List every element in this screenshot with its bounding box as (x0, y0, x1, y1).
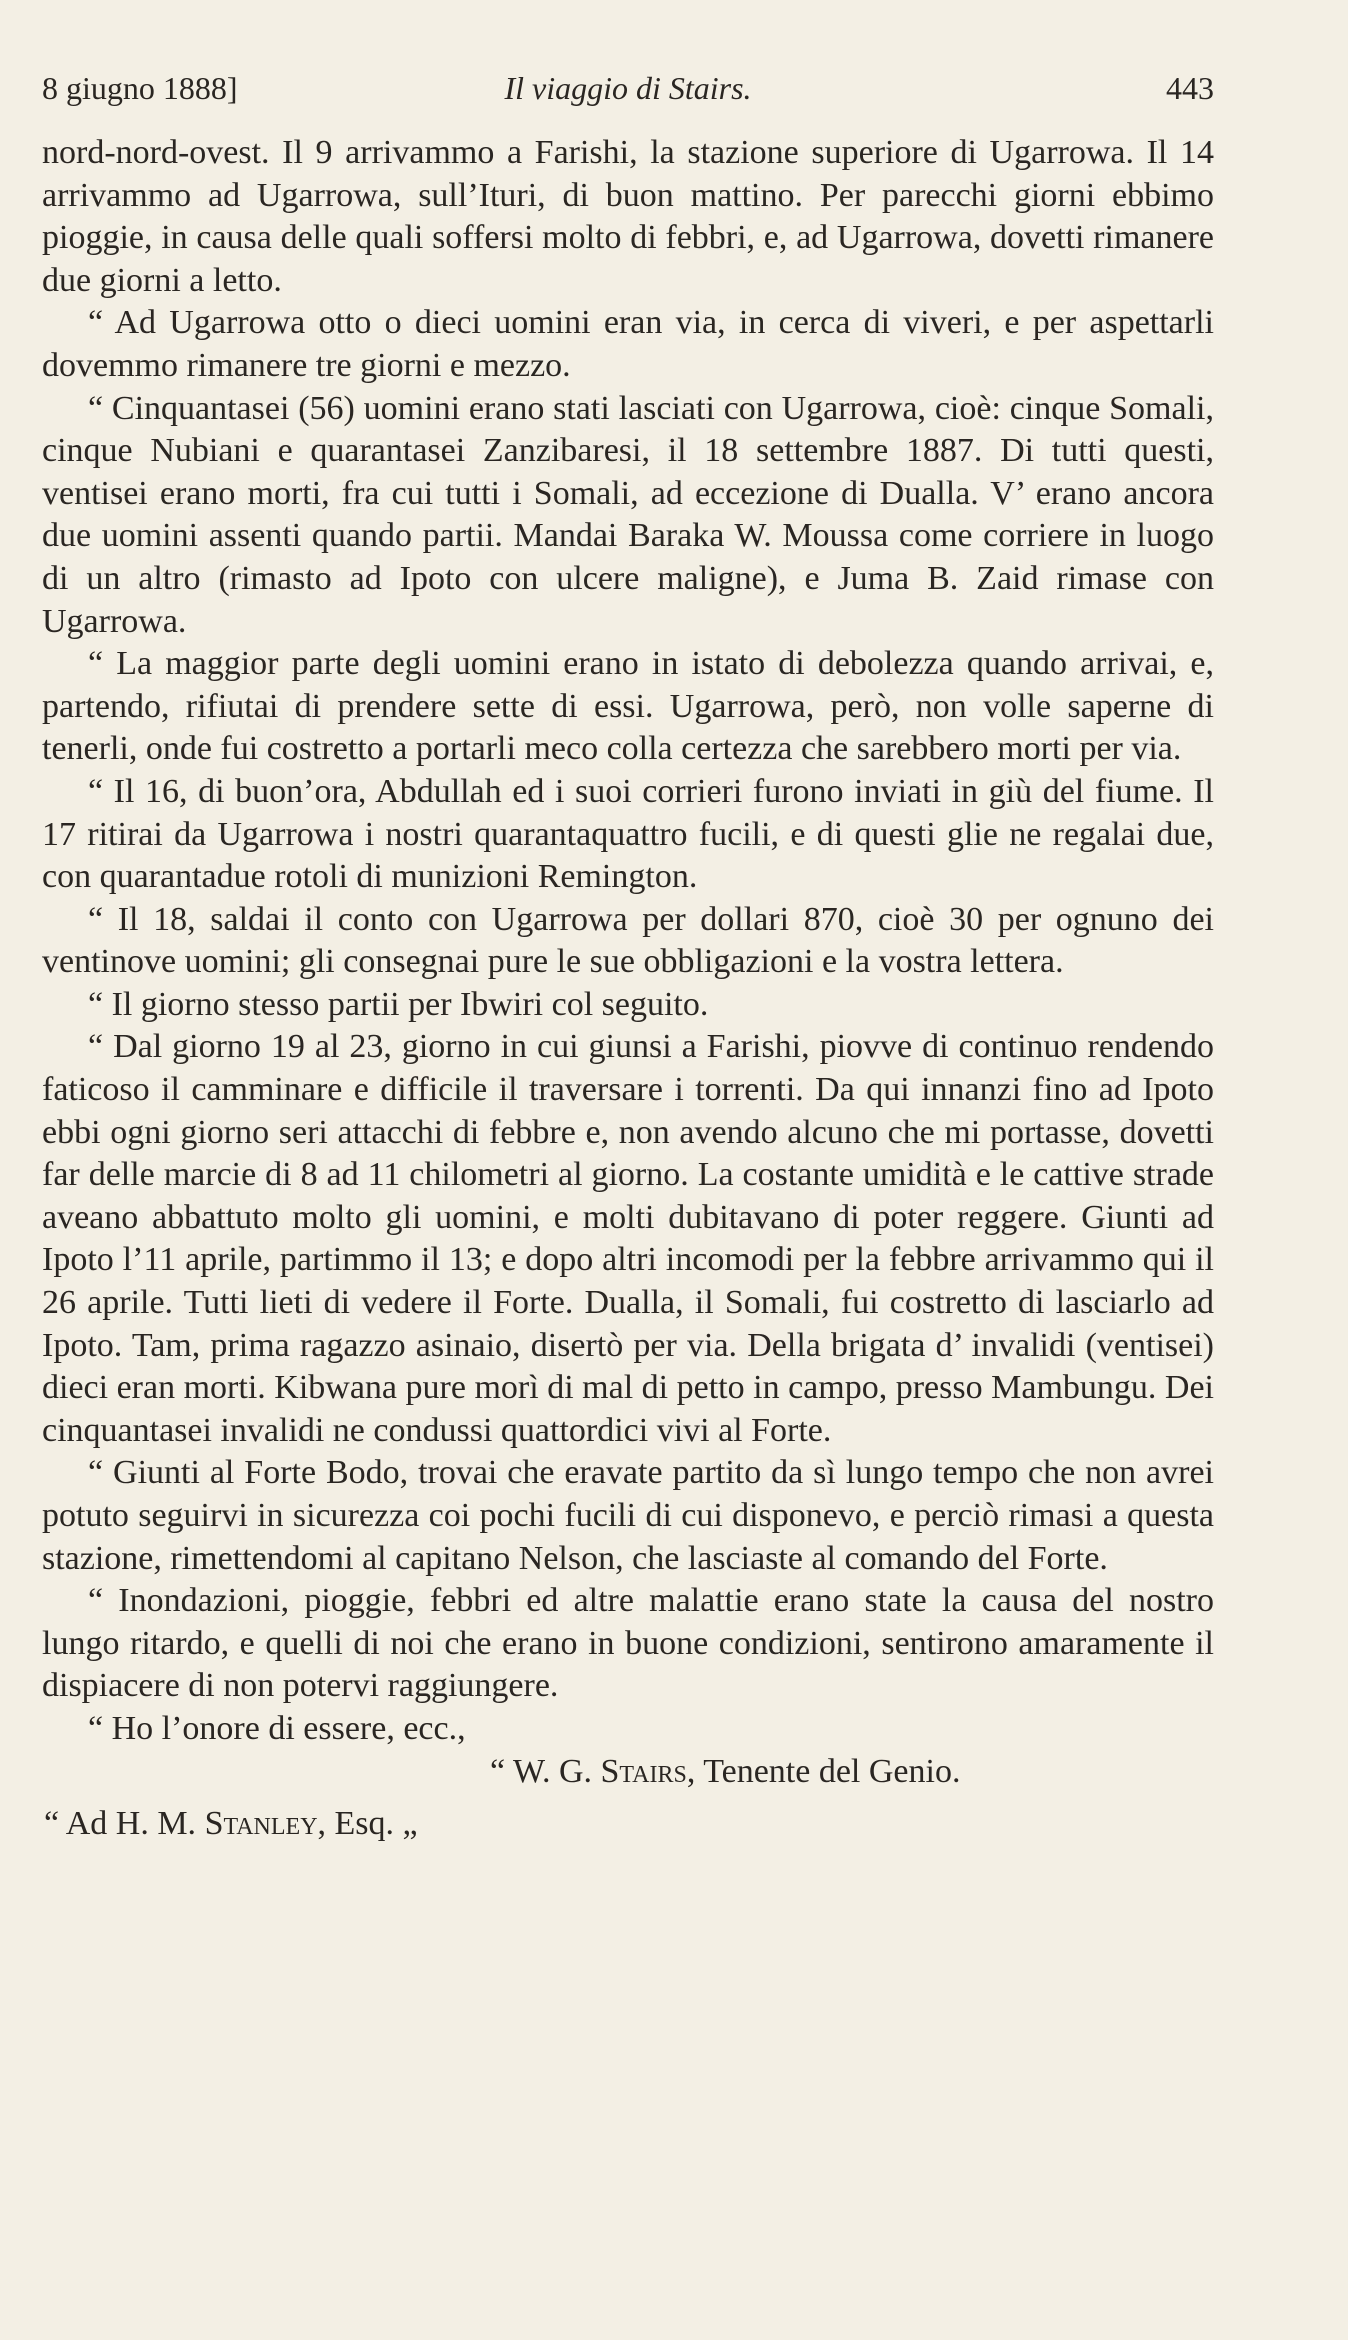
addressee-suffix: , Esq. „ (317, 1805, 418, 1843)
running-head-title: Il viaggio di Stairs. (504, 70, 752, 106)
running-head-date: 8 giugno 1888] (42, 70, 238, 106)
book-page (42, 62, 1214, 1846)
addressee-prefix: “ Ad H. M. (44, 1805, 205, 1843)
paragraph: “ Il giorno stesso partii per Ibwiri col seguito. (88, 985, 709, 1023)
running-head (42, 62, 1214, 114)
letter-addressee (42, 1803, 1214, 1846)
paragraph: nord-nord-ovest. Il 9 arrivammo a Farishi, la stazione superiore di Ugarrowa. Il 14 arrivammo ad Ugarrowa, sull’Ituri, di buon mattino. Per parecchi giorni ebbimo pioggie, in causa delle quali soffersi molto di febbri, e, ad Ugarrowa, dovetti rimanere due giorni a letto. (42, 134, 1214, 299)
paragraph: “ Dal giorno 19 al 23, giorno in cui giunsi a Farishi, piovve di continuo rendendo faticoso il camminare e difficile il traversare i torrenti. Da qui innanzi fino ad Ipoto ebbi ogni giorno seri attacchi di febbre e, non avendo alcuno che mi portasse, dovetti far delle marcie di 8 ad 11 chilometri al giorno. La costante umidità e le cattive strade aveano abbattuto molto gli uomini, e molti dubitavano di poter reggere. Giunti ad Ipoto l’11 aprile, partimmo il 13; e dopo altri incomodi per la febbre arrivammo qui il 26 aprile. Tutti lieti di vedere il Forte. Dualla, il Somali, fui costretto di lasciarlo ad Ipoto. Tam, prima ragazzo asinaio, disertò per via. Della brigata d’ invalidi (ventisei) dieci eran morti. Kibwana pure morì di mal di petto in campo, presso Mambungu. Dei cinquantasei invalidi ne condussi quattordici vivi al Forte. (42, 1028, 1214, 1449)
paragraph: “ La maggior parte degli uomini erano in istato di debolezza quando arrivai, e, partendo, rifiutai di prendere sette di essi. Ugarrowa, però, non volle saperne di tenerli, onde fui costretto a portarli meco colla certezza che sarebbero morti per via. (42, 645, 1214, 768)
paragraph: “ Ho l’onore di essere, ecc., (88, 1709, 466, 1747)
paragraph: “ Giunti al Forte Bodo, trovai che eravate partito da sì lungo tempo che non avrei potuto seguirvi in sicurezza coi pochi fucili di cui disponevo, e perciò rimasi a questa stazione, rimettendomi al capitano Nelson, che lasciaste al comando del Forte. (42, 1454, 1214, 1577)
signature-suffix: , Tenente del Genio. (686, 1752, 961, 1790)
paragraph: “ Cinquantasei (56) uomini erano stati lasciati con Ugarrowa, cioè: cinque Somali, cinque Nubiani e quarantasei Zanzibaresi, il 18 settembre 1887. Di tutti questi, ventisei erano morti, fra cui tutti i Somali, ad eccezione di Dualla. V’ erano ancora due uomini assenti quando partii. Mandai Baraka W. Moussa come corriere in luogo di un altro (rimasto ad Ipoto con ulcere maligne), e Juma B. Zaid rimase con Ugarrowa. (42, 389, 1214, 640)
body-text (42, 132, 1214, 1751)
letter-signature (42, 1751, 1214, 1794)
paragraph: “ Inondazioni, pioggie, febbri ed altre malattie erano state la causa del nostro lungo ritardo, e quelli di noi che erano in buone condizioni, sentirono amaramente il dispiacere di non potervi raggiungere. (42, 1582, 1214, 1705)
paragraph: “ Il 18, saldai il conto con Ugarrowa per dollari 870, cioè 30 per ognuno dei ventinove uomini; gli consegnai pure le sue obbligazioni e la vostra lettera. (42, 900, 1214, 981)
signature-name: Stairs (600, 1752, 687, 1790)
paragraph: “ Ad Ugarrowa otto o dieci uomini eran via, in cerca di viveri, e per aspettarli dovemmo rimanere tre giorni e mezzo. (42, 304, 1214, 384)
signature-prefix: “ W. G. (490, 1752, 601, 1790)
page-number: 443 (1166, 70, 1214, 106)
addressee-name: Stanley (204, 1805, 318, 1843)
paragraph: “ Il 16, di buon’ora, Abdullah ed i suoi corrieri furono inviati in giù del fiume. Il 17 ritirai da Ugarrowa i nostri quarantaquattro fucili, e di questi glie ne regalai due, con quarantadue rotoli di munizioni Remington. (42, 772, 1214, 896)
